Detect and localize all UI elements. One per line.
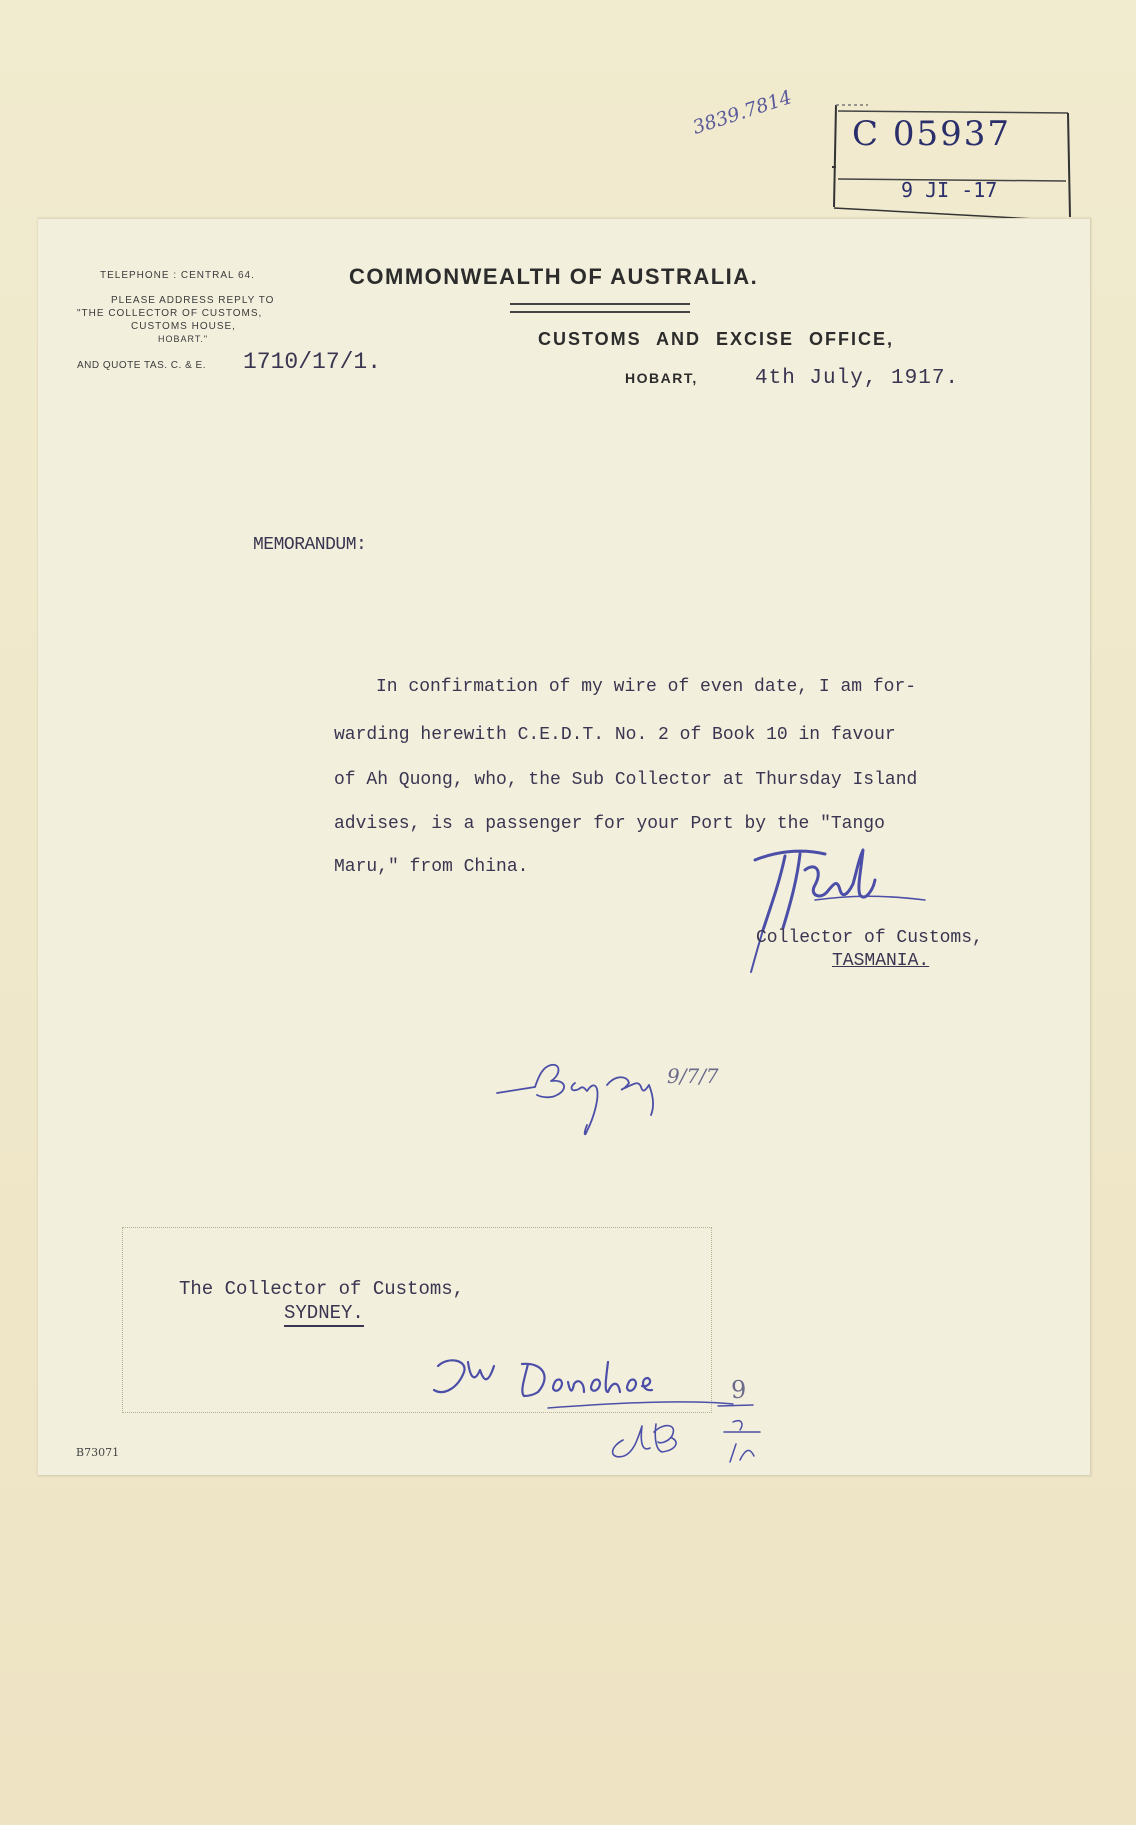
body-line-2: warding herewith C.E.D.T. No. 2 of Book 10 in favour xyxy=(334,725,896,745)
body-line-1: In confirmation of my wire of even date, I am for- xyxy=(376,677,917,697)
handwritten-receipt-signature xyxy=(428,1352,788,1477)
handwritten-annotation-bay xyxy=(495,1045,785,1145)
letterhead-title: COMMONWEALTH OF AUSTRALIA. xyxy=(349,264,759,289)
reply-address-line-1: PLEASE ADDRESS REPLY TO xyxy=(111,295,275,306)
addressee-line-2: SYDNEY. xyxy=(284,1302,364,1327)
body-line-5: Maru," from China. xyxy=(334,857,529,877)
stamp-number: C 05937 xyxy=(852,114,1011,154)
signature-state: TASMANIA. xyxy=(832,951,930,971)
office-name: CUSTOMS AND EXCISE OFFICE, xyxy=(538,329,895,349)
memo-heading: MEMORANDUM: xyxy=(253,535,367,555)
form-number: B73071 xyxy=(76,1446,120,1459)
body-line-3: of Ah Quong, who, the Sub Collector at Thursday Island xyxy=(334,770,918,790)
title-double-rule xyxy=(510,303,690,313)
reference-number: 1710/17/1. xyxy=(243,349,382,375)
quote-label: AND QUOTE TAS. C. & E. xyxy=(77,360,206,371)
stamp-date: 9 JI -17 xyxy=(901,178,998,202)
pencil-note: 3839.7814 xyxy=(690,86,795,139)
annotation-date-text: 9/7/7 xyxy=(667,1064,719,1088)
reply-address-line-2: "THE COLLECTOR OF CUSTOMS, xyxy=(77,308,263,319)
reply-address-line-3: CUSTOMS HOUSE, xyxy=(131,321,236,332)
receipt-day: 9 xyxy=(731,1376,747,1404)
city-label: HOBART, xyxy=(625,370,698,386)
body-line-4: advises, is a passenger for your Port by the "Tango xyxy=(334,814,885,834)
telephone-line: TELEPHONE : CENTRAL 64. xyxy=(100,270,255,281)
signature-title: Collector of Customs, xyxy=(756,928,983,948)
reply-address-line-4: HOBART." xyxy=(158,334,209,344)
letter-date: 4th July, 1917. xyxy=(755,367,960,390)
addressee-line-1: The Collector of Customs, xyxy=(179,1278,465,1300)
